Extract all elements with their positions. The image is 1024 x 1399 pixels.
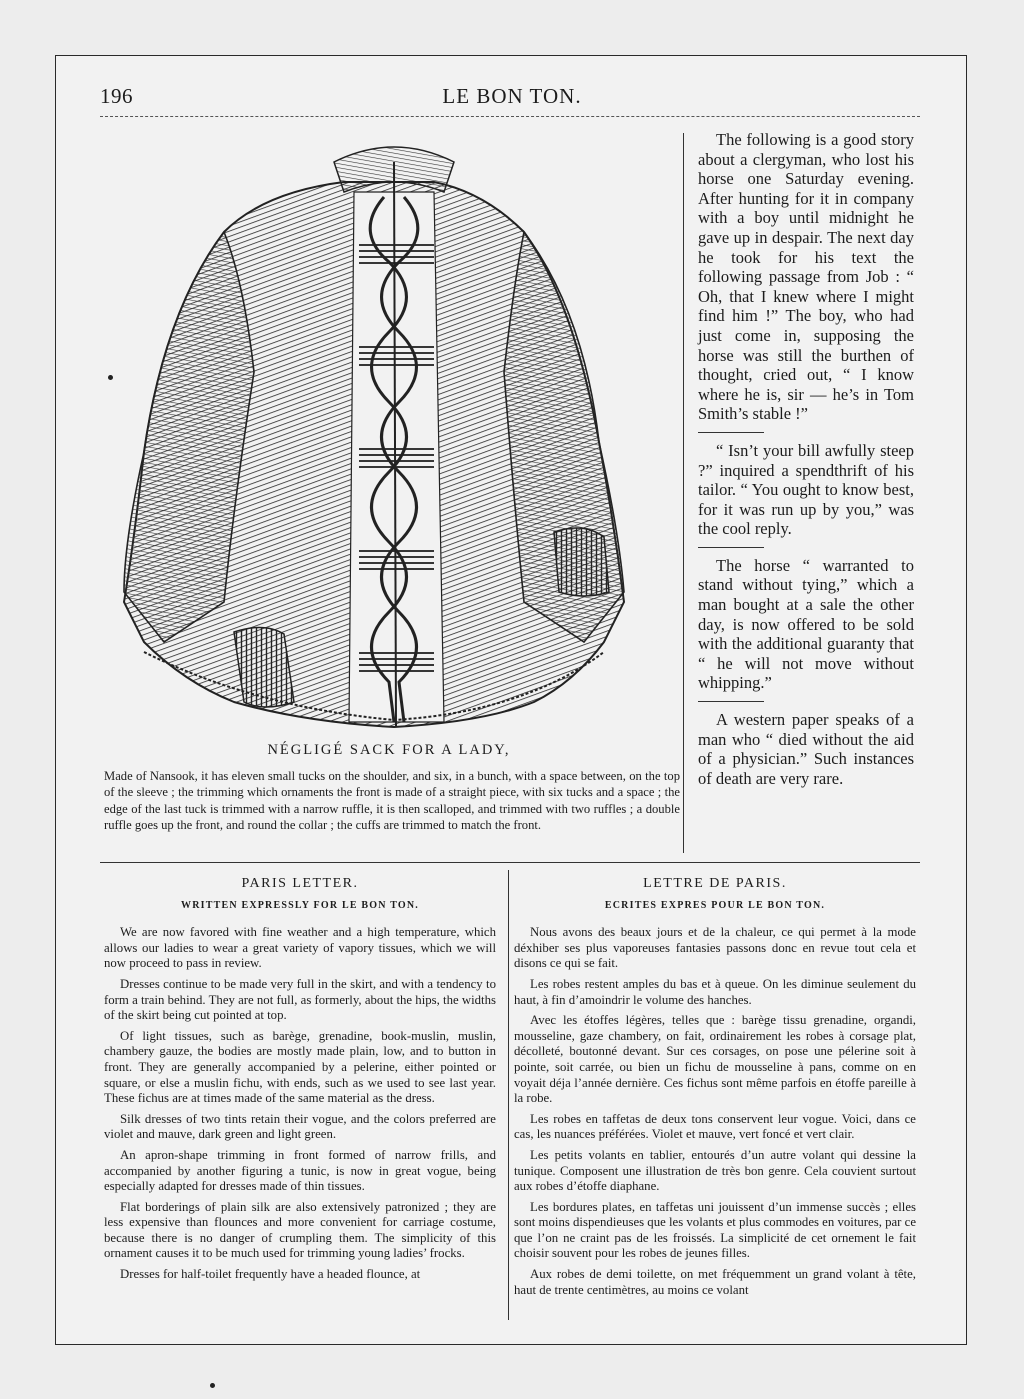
paris-letter-column [104, 876, 496, 1288]
ink-speck [210, 1383, 215, 1388]
column-rule [508, 870, 509, 1320]
article-paragraph: Silk dresses of two tints retain their vogue, and the colors preferred are violet and mauve, dark green and light green. [104, 1111, 496, 1142]
page-number: 196 [100, 84, 133, 108]
separator-rule [698, 701, 764, 702]
anecdote-paragraph: The following is a good story about a clergyman, who lost his horse one Saturday evening. After hunting for it in company with a boy until midnight he gave up in despair. The next day he took for his text the following passage from Job : “ Oh, that I knew where I might find him !” The boy, who had just come in, supposing the horse was still the burthen of thought, cried out, “ I know where he is, sir — he’s in Tom Smith’s stable !” [698, 130, 914, 424]
article-paragraph: Of light tissues, such as barège, grenadine, book-muslin, muslin, chambery gauze, the bodies are mostly made plain, low, and to button in front. They are generally accompanied by a pelerine, either pointed or square, or else a muslin fichu, with ends, such as we used to see last year. These fichus are at times made of the same material as the dress. [104, 1028, 496, 1106]
article-paragraph: Aux robes de demi toilette, on met fréquemment un grand volant à tête, haut de trente centimètres, au moins ce volant [514, 1267, 916, 1297]
article-paragraph: An apron-shape trimming in front formed of narrow frills, and accompanied by another figuring a tunic, is now in great vogue, being especially adapted for dresses made of thin tissues. [104, 1147, 496, 1194]
separator-rule [698, 547, 764, 548]
article-title: PARIS LETTER. [241, 876, 359, 891]
figure-caption-title: NÉGLIGÉ SACK FOR A LADY, [267, 742, 511, 758]
article-paragraph: Flat borderings of plain silk are also extensively patronized ; they are less expensive than flounces and more convenient for carriage costume, because there is no danger of crumpling them. The simplicity of this ornament causes it to be much used for trimming young ladies’ frocks. [104, 1199, 496, 1261]
article-paragraph: We are now favored with fine weather and a high temperature, which allows our ladies to wear a great variety of vapory tissues, which we will now proceed to pass in review. [104, 925, 496, 971]
figure-caption-text: Made of Nansook, it has eleven small tucks on the shoulder, and six, in a bunch, with a space between, on the top of the sleeve ; the trimming which ornaments the front is made of a straight piece, with six tucks and a space ; the edge of the last tuck is trimmed with a narrow ruffle, it is then scalloped, and trimmed with two ruffles ; a double ruffle goes up the front, and round the collar ; the cuffs are trimmed to match the front. [104, 769, 680, 833]
header-rule [100, 116, 920, 117]
article-paragraph: Nous avons des beaux jours et de la chaleur, ce qui permet à la mode déxhiber ses plus vaporeuses fantasies passons donc en revue tout cela et disons ce qui se fait. [514, 925, 916, 971]
separator-rule [698, 432, 764, 433]
section-rule [100, 862, 920, 863]
article-paragraph: Les bordures plates, en taffetas uni jouissent d’un immense succès ; elles sont moins dispendieuses que les volants et plus commodes en voitures, par ce que l’on ne craint pas de les froissés. La simplicité de cet ornement le fait choisir souvent pour les robes de jeunes filles. [514, 1199, 916, 1261]
anecdote-paragraph: “ Isn’t your bill awfully steep ?” inquired a spendthrift of his tailor. “ You ought to know best, for it was run up by you,” was the cool reply. [698, 440, 914, 539]
column-rule [683, 133, 684, 853]
lettre-de-paris-column [514, 876, 916, 1303]
anecdote-paragraph: The horse “ warranted to stand without tying,” which a man bought at a sale the other day, is now offered to be sold with the additional guaranty that “ he will not move without whipping.” [698, 555, 914, 693]
sack-illustration [104, 122, 670, 734]
article-paragraph: Les robes en taffetas de deux tons conservent leur vogue. Voici, dans ce cas, les nuances préférées. Violet et mauve, vert foncé et vert clair. [514, 1111, 916, 1142]
running-title: LE BON TON. [442, 84, 582, 108]
anecdote-column [698, 130, 914, 788]
anecdote-paragraph: A western paper speaks of a man who “ died without the aid of a physician.” Such instances of death are very rare. [698, 710, 914, 788]
article-title: LETTRE DE PARIS. [643, 876, 787, 891]
article-paragraph: Dresses for half-toilet frequently have a headed flounce, at [120, 1267, 421, 1282]
article-subtitle: WRITTEN EXPRESSLY FOR LE BON TON. [181, 899, 419, 911]
article-paragraph: Les robes restent amples du bas et à queue. On les diminue seulement du haut, à fin d’amoindrir le volume des hanches. [514, 976, 916, 1007]
article-paragraph: Avec les étoffes légères, telles que : barège tissu grenadine, organdi, mousseline, gaze chambery, on fait, ordinairement les robes à corsage plat, décolleté, boutonné devant. Sur ces corsages, on pose une pélerine soit à pointe, soit carrée, ou bien un fichu de mousseline à pans, comme on en voyait déja l’année dernière. Ces fichus sont même parfois en étoffe pareille à la robe. [514, 1013, 916, 1106]
article-paragraph: Dresses continue to be made very full in the skirt, and with a tendency to form a train behind. They are not full, as formerly, about the hips, the widths of the skirt being cut pointed at top. [104, 976, 496, 1023]
article-subtitle: ECRITES EXPRES POUR LE BON TON. [604, 899, 826, 911]
jacket-engraving-icon [104, 122, 670, 734]
ink-speck [108, 375, 113, 380]
article-paragraph: Les petits volants en tablier, entourés d’un autre volant qui dessine la tunique. Composent une illustration de très bon genre. Cela couvient surtout aux robes d’étoffe diaphane. [514, 1147, 916, 1194]
